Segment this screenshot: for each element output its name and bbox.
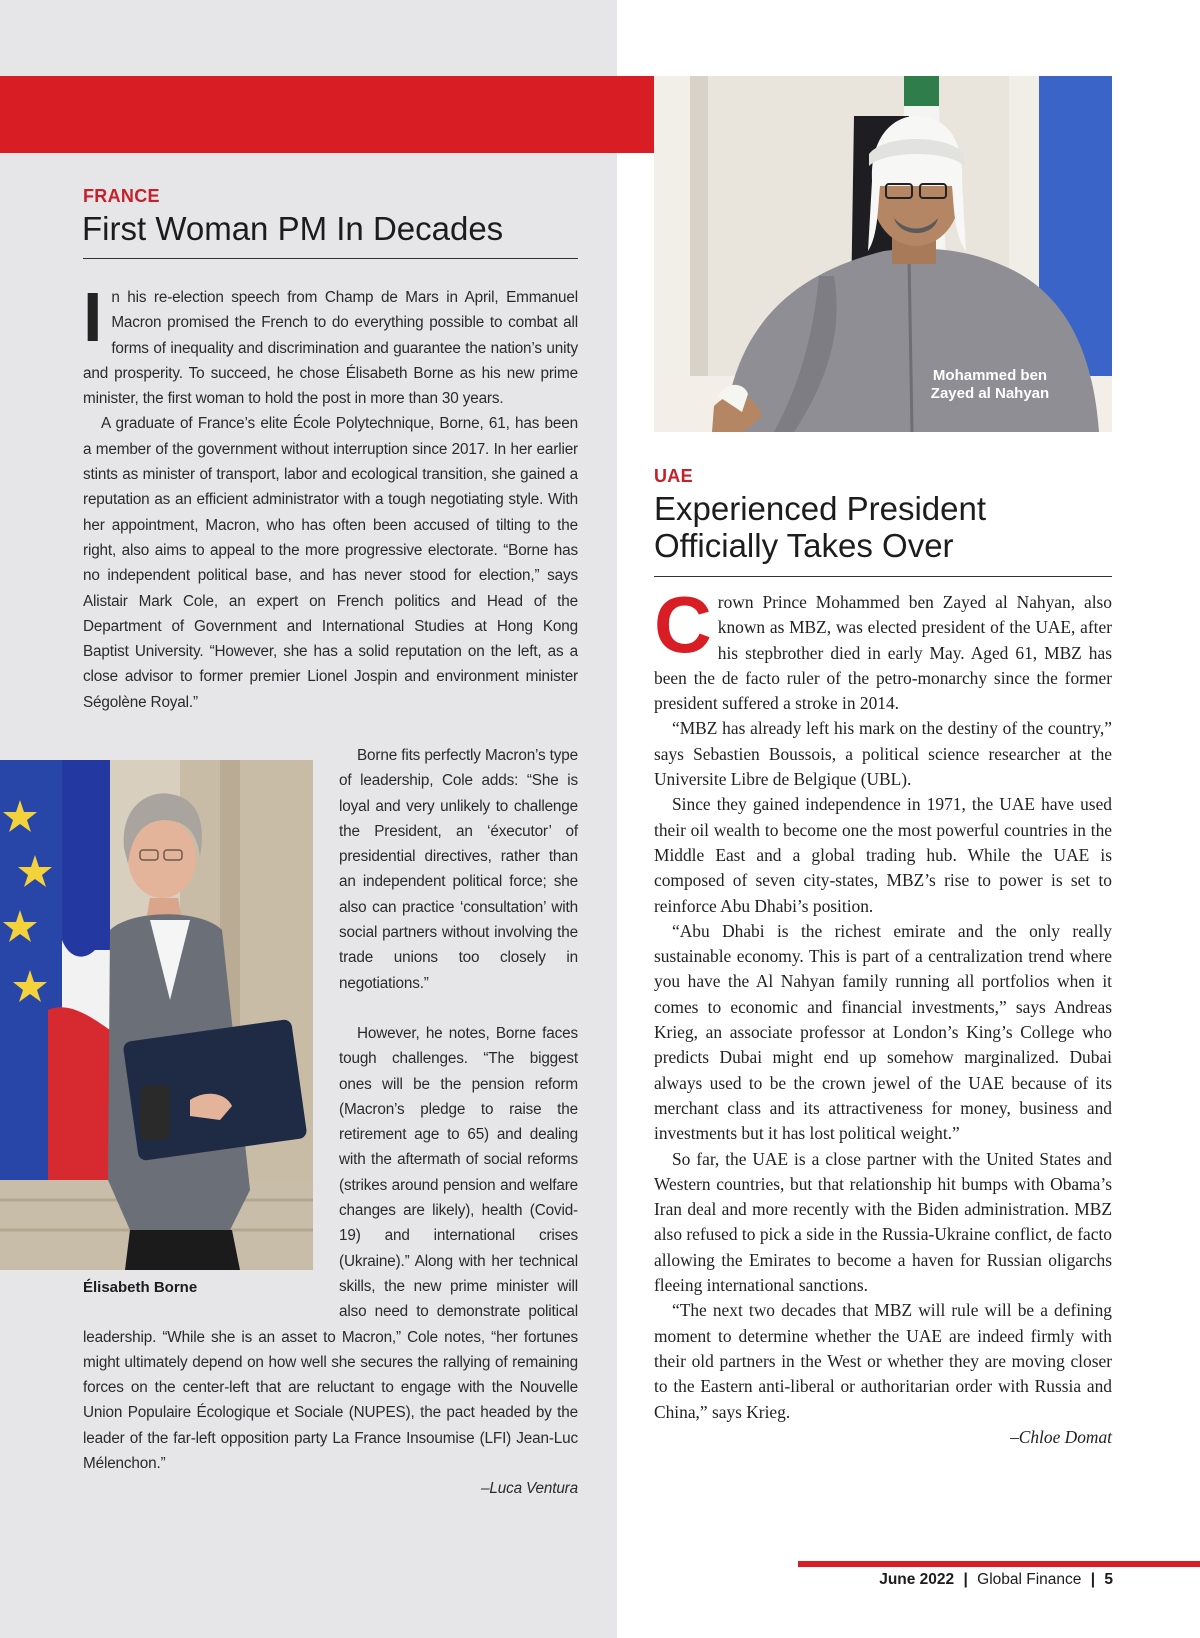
france-paragraph-1 [83,278,578,411]
uae-headline-line1: Experienced President [654,490,987,527]
footer-separator-1: | [963,1571,968,1588]
footer-publication: Global Finance [977,1571,1082,1588]
uae-headline [654,490,986,564]
footer-separator-2: | [1090,1571,1096,1588]
mbz-caption-line2: Zayed al Nahyan [930,385,1050,402]
france-headline-rule [83,258,578,259]
red-header-band [0,76,654,153]
france-byline: –Luca Ventura [481,1480,578,1498]
uae-paragraph-1 [654,580,1112,716]
borne-photo-caption: Élisabeth Borne [83,1279,198,1296]
france-body-wrap [83,1021,578,1502]
uae-dropcap: C [654,580,712,669]
page-footer [879,1571,1113,1589]
france-kicker: FRANCE [83,186,160,206]
mbz-photo-caption [915,367,1065,403]
uae-paragraph-6: “The next two decades that MBZ will rule will be a defining moment to determine whether the UAE are indeed firmly with their old partners in the West or whether they are moving closer to the Eastern anti-liberal or authoritarian order with Russia and China,” says Krieg. [654,1300,1112,1422]
france-body-narrow [339,743,578,996]
france-paragraph-1-text: n his re-election speech from Champ de Mars in April, Emmanuel Macron promised the French to do everything possible to combat all forms of inequality and discrimination and guarantee the nation’s unity and prosperity. To succeed, he chose Élisabeth Borne as his new prime minister, the first woman to hold the post in more than 30 years. [83,289,578,408]
uae-headline-line2: Officially Takes Over [654,527,954,564]
uae-body [654,580,1112,1450]
france-body-top [83,278,578,715]
uae-paragraph-1-text: rown Prince Mohammed ben Zayed al Nahyan, also known as MBZ, was elected president of the UAE, after his stepbrother died in early May. Aged 61, MBZ has been the de facto ruler of the petro-monarchy since the former president suffered a stroke in 2014. [654,592,1112,714]
footer-date: June 2022 [879,1571,955,1588]
uae-paragraph-4: “Abu Dhabi is the richest emirate and the only really sustainable economy. This is part of a centralization trend where you have the Al Nahyan family running all portfolios when it comes to economic and financial investments,” says Andreas Krieg, an associate professor at London’s King’s College who predicts Dubai might end up somehow marginalized. Dubai always used to be the crown jewel of the UAE because of its merchant class and its attractiveness for money, business and investments but it has lost political weight.” [654,920,1112,1144]
uae-headline-rule [654,576,1112,577]
uae-kicker: UAE [654,466,693,486]
mbz-caption-line1: Mohammed ben [932,367,1048,384]
france-dropcap: I [83,278,103,356]
france-paragraph-2: A graduate of France’s elite École Polytechnique, Borne, 61, has been a member of the government without interruption since 2017. In her earlier stints as minister of transport, labor and ecological transition, she gained a reputation as an efficient administrator with a tough negotiating style. With her appointment, Macron, who has often been accused of tilting to the right, also aims to appeal to the more progressive electorate. “Borne has no independent political base, and has never stood for election,” says Alistair Mark Cole, an expert on French politics and Head of the Department of Government and International Studies at Hong Kong Baptist University. “However, she has a solid reputation on the left, as a close advisor to former premier Lionel Jospin and environment minister Ségolène Royal.” [83,415,578,711]
uae-byline: –Chloe Domat [1010,1426,1112,1447]
uae-paragraph-3: Since they gained independence in 1971, the UAE have used their oil wealth to become one the most powerful countries in the Middle East and a global trading hub. While the UAE is composed of seven city-states, MBZ’s rise to power is set to reinforce Abu Dhabi’s position. [654,794,1112,916]
france-paragraph-4: However, he notes, Borne faces tough challenges. “The biggest ones will be the pension reform (Macron’s pledge to raise the retirement age to 65) and dealing with the aftermath of social reforms (strikes around pension and welfare changes are likely), health (Covid-19) and international crises (Ukraine).” Along with her technical skills, the new prime minister will also need to demonstrate political leadership. “While she is an asset to Macron,” Cole notes, “her fortunes might ultimately depend on how well she secures the rallying of remaining forces on the center-left that are reluctant to engage with the Nouvelle Union Populaire Écologique et Sociale (NUPES), the pact headed by the leader of the far-left opposition party La France Insoumise (LFI) Jean-Luc Mélenchon.” [83,1025,578,1473]
france-headline: First Woman PM In Decades [82,210,504,247]
uae-paragraph-2: “MBZ has already left his mark on the destiny of the country,” says Sebastien Boussois, a political science researcher at the Universite Libre de Belgique (UBL). [654,718,1112,790]
france-wrap-spacer [83,1021,339,1324]
footer-page-number: 5 [1104,1571,1113,1588]
france-paragraph-3: Borne fits perfectly Macron’s type of leadership, Cole adds: “She is loyal and very unlikely to challenge the President, an ‘éxecutor’ of presidential directives, rather than an independent political force; she also can practice ‘consultation’ with social partners without involving the trade unions too closely in negotiations.” [339,747,578,992]
footer-red-rule [798,1561,1200,1567]
uae-paragraph-5: So far, the UAE is a close partner with the United States and Western countries, but that relationship hit bumps with Obama’s Iran deal and more recently with the Biden administration. MBZ also refused to pick a side in the Russia-Ukraine conflict, de facto allowing the Emirates to become a haven for Russian oligarchs fleeing international sanctions. [654,1148,1112,1296]
